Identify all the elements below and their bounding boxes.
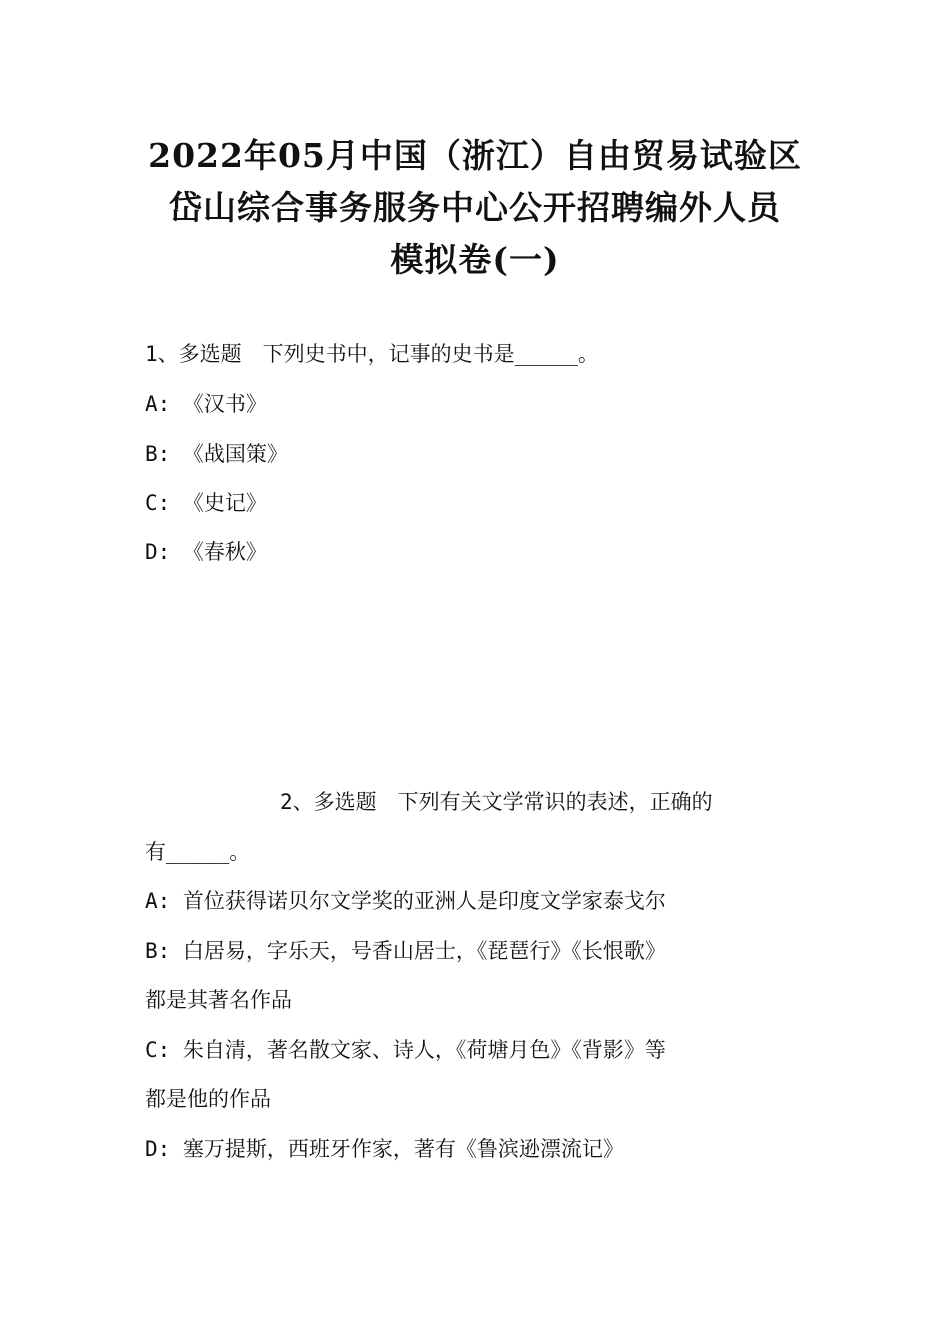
question-2-option-d: D: 塞万提斯，西班牙作家，著有《鲁滨逊漂流记》 xyxy=(145,1137,624,1161)
question-1-stem: 1、多选题 下列史书中，记事的史书是_____。 xyxy=(145,342,599,366)
title-line-1: 2022年05月中国（浙江）自由贸易试验区 xyxy=(148,136,802,175)
document-title xyxy=(100,130,850,286)
question-2-option-b-line-1: B: 白居易，字乐天，号香山居士，《琵琶行》《长恨歌》 xyxy=(145,939,666,963)
question-1-option-c: C: 《史记》 xyxy=(145,491,267,515)
question-2-option-c-line-1: C: 朱自清，著名散文家、诗人，《荷塘月色》《背影》等 xyxy=(145,1038,666,1062)
question-1-option-d: D: 《春秋》 xyxy=(145,540,267,564)
question-1-option-a: A: 《汉书》 xyxy=(145,392,267,416)
title-line-2: 岱山综合事务服务中心公开招聘编外人员 xyxy=(169,188,781,227)
question-2-option-a: A: 首位获得诺贝尔文学奖的亚洲人是印度文学家泰戈尔 xyxy=(145,889,666,913)
title-line-3: 模拟卷(一) xyxy=(390,240,560,279)
question-2-stem-line-1: 2、多选题 下列有关文学常识的表述，正确的 xyxy=(280,790,713,814)
question-2-option-c-line-2: 都是他的作品 xyxy=(145,1087,271,1111)
question-1-option-b: B: 《战国策》 xyxy=(145,442,288,466)
question-2-stem-line-2: 有_____。 xyxy=(145,840,251,864)
question-2-option-b-line-2: 都是其著名作品 xyxy=(145,988,292,1012)
